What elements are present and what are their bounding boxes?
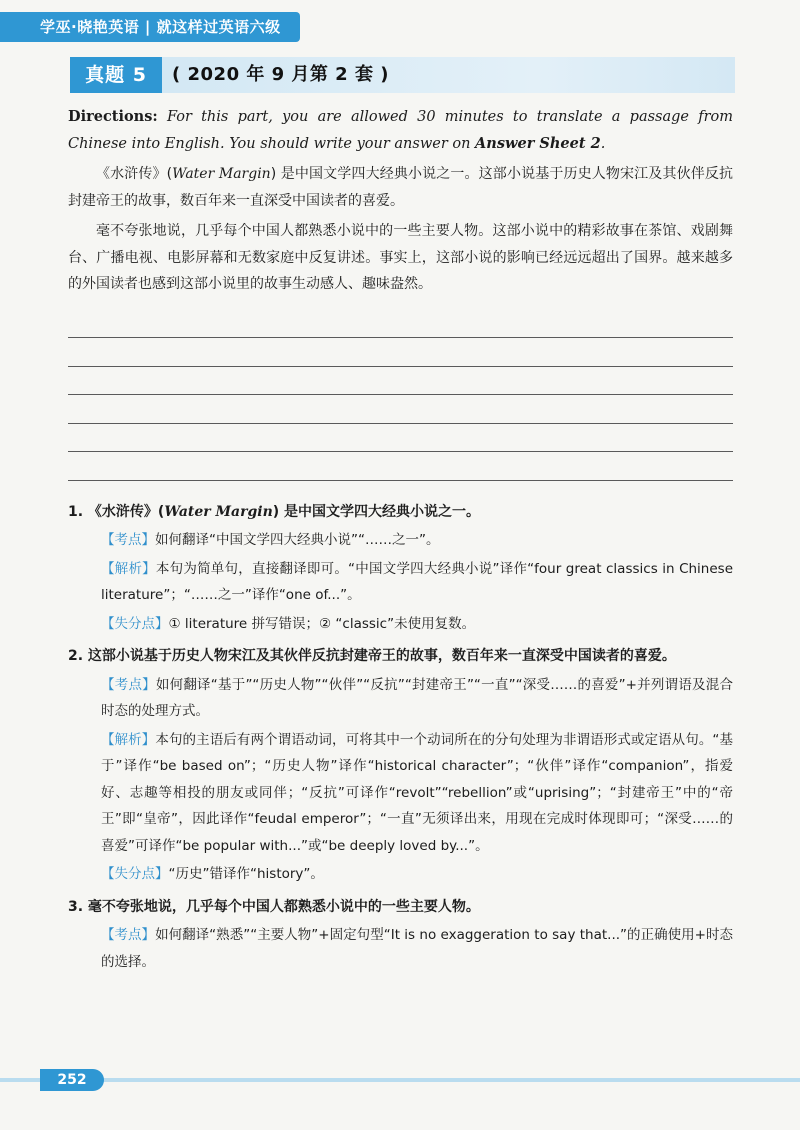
shifen-tag: 【失分点】 [101,615,169,632]
q2-heading: 2. 这部小说基于历史人物宋江及其伙伴反抗封建帝王的故事，数百年来一直深受中国读者的喜爱。 [68,648,676,664]
answer-line[interactable] [68,367,733,396]
answer-lines [68,310,733,481]
q3-kaodian-text: 如何翻译“熟悉”“主要人物”+固定句型“It is no exaggeration to say that...”的正确使用+时态的选择。 [101,927,734,970]
q3-heading: 3. 毫不夸张地说，几乎每个中国人都熟悉小说中的一些主要人物。 [68,898,480,915]
answer-line[interactable] [68,452,733,481]
q1-jiexi [68,556,733,609]
q1-kaodian-text: 如何翻译“中国文学四大经典小说”“……之一”。 [155,532,440,548]
q2-shifen-text: “历史”错译作“history”。 [168,866,324,882]
passage-paragraph-1 [68,161,733,214]
directions [68,104,733,157]
directions-text: For this part, you are allowed 30 minutes to translate a passage from Chinese into English. You should write your answer on [68,109,733,152]
jiexi-tag: 【解析】 [101,560,156,577]
answer-line[interactable] [68,395,733,424]
series-header: 学巫·晓艳英语 | 就这样过英语六级 [0,12,300,42]
page-content [68,104,733,977]
p1-start: 《水浒传》( [96,166,173,182]
q1-shifen-text: ① literature 拼写错误；② “classic”未使用复数。 [168,615,476,632]
q1-head-rest: ) 是中国文学四大经典小说之一。 [272,503,481,520]
directions-end: . [600,135,606,152]
shifen-tag: 【失分点】 [101,866,169,882]
answer-line[interactable] [68,338,733,367]
q2-kaodian-text: 如何翻译“基于”“历史人物”“伙伴”“反抗”“封建帝王”“一直”“深受……的喜爱”+并列谓语及混合时态的处理方式。 [101,676,733,719]
jiexi-tag: 【解析】 [101,731,156,748]
answer-line[interactable] [68,424,733,453]
q1-head-start: 1. 《水浒传》( [68,503,165,520]
q3-kaodian [68,922,733,975]
p1-rest: ) 是中国文学四大经典小说之一。这部小说基于历史人物宋江及其伙伴反抗封建帝王的故事，数百年来一直深受中国读者的喜爱。 [68,166,733,209]
answer-sheet: Answer Sheet 2 [475,134,601,152]
answer-line[interactable] [68,310,733,339]
q1-head-english: Water Margin [164,503,273,520]
q1-heading [68,499,733,526]
kaodian-tag: 【考点】 [101,927,156,943]
q2-shifen [68,861,733,888]
p1-english: Water Margin [172,166,271,182]
kaodian-tag: 【考点】 [101,676,156,693]
title-bar [70,57,735,93]
page-number: 252 [40,1069,104,1091]
directions-lead: Directions: [68,108,158,125]
title-label: 真题 5 [70,57,162,93]
q1-kaodian [68,527,733,554]
title-text: ( 2020 年 9 月第 2 套 ) [172,64,389,85]
passage-paragraph-2: 毫不夸张地说，几乎每个中国人都熟悉小说中的一些主要人物。这部小说中的精彩故事在茶馆、戏剧舞台、广播电视、电影屏幕和无数家庭中反复讲述。事实上，这部小说的影响已经远远超出了国界。越来越多的外国读者也感到这部小说里的故事生动感人、趣味盎然。 [68,223,733,292]
q1-jiexi-text: 本句为简单句，直接翻译即可。“中国文学四大经典小说”译作“four great classics in Chinese literature”；“……之一”译作“one of...”。 [101,560,734,603]
q2-kaodian [68,672,733,725]
kaodian-tag: 【考点】 [101,532,155,548]
footer-band [0,1078,800,1082]
q2-jiexi [68,727,733,860]
q2-jiexi-text: 本句的主语后有两个谓语动词，可将其中一个动词所在的分句处理为非谓语形式或定语从句。“基于”译作“be based on”；“历史人物”译作“historical character”；“伙伴”译作“companion”，指爱好、志趣等相投的朋友或同伴；“反抗”可译作“revolt”“rebellion”或“uprising”；“封建帝王”中的“帝王”即“皇帝”，因此译作“feudal emperor”；“一直”无须译出来，用现在完成时体现即可；“深受……的喜爱”可译作“be popular with...”或“be deeply loved by...”。 [101,731,734,854]
q1-shifen [68,611,733,638]
